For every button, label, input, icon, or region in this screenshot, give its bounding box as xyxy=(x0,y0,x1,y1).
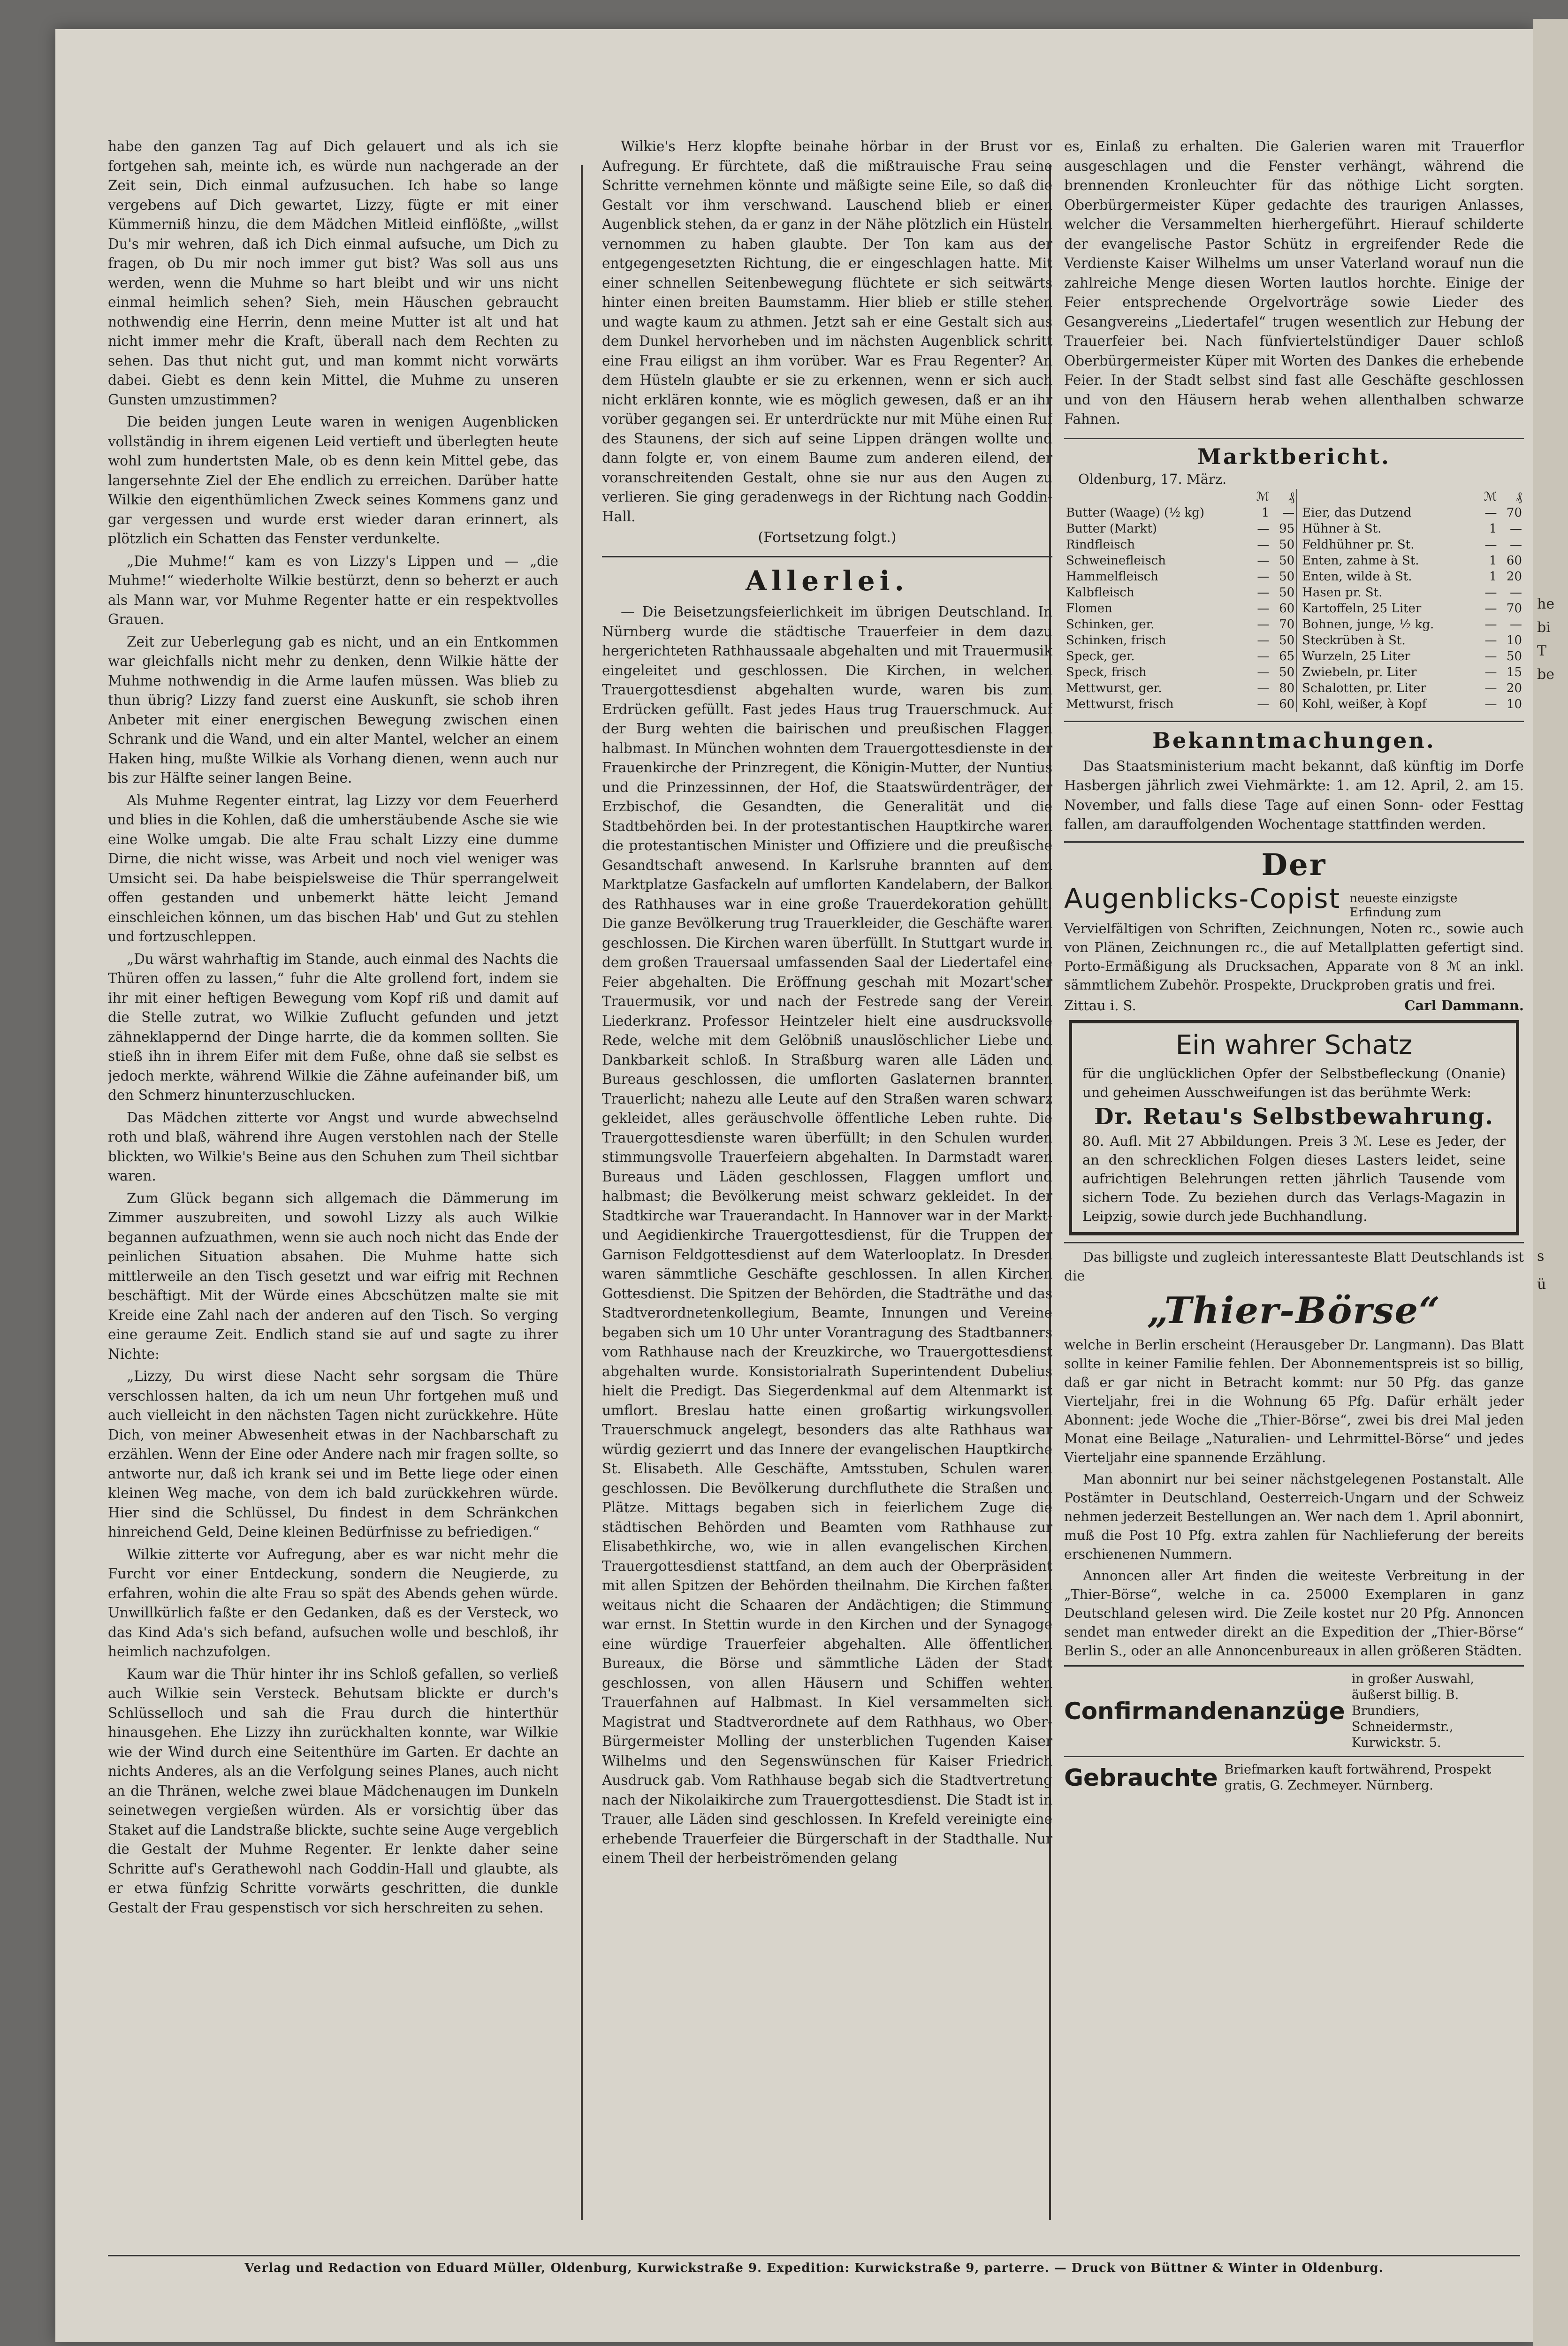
boerse-text2: Man abonnirt nur bei seiner nächstgelegenen Postanstalt. Alle Postämter in Deutschland, Oesterreich-Ungarn und der Schweiz nehmen jederzeit Bestellungen an. Wer nach dem 1. April abonnirt, muß die Post 10 Pfg. extra zahlen für Nachlieferung der bereits erschienenen Nummern. xyxy=(1064,1471,1524,1562)
market-cell: Hühner à St. xyxy=(1302,521,1382,536)
market-cell: Hammelfleisch xyxy=(1066,569,1158,584)
story-paragraph: Das Mädchen zitterte vor Angst und wurde abwechselnd roth und blaß, während ihre Augen verstohlen nach der Stelle blickten, wo Wilkie's Beine aus den Schuhen zum Theil sichtbar waren. xyxy=(108,1109,558,1184)
market-report-date: Oldenburg, 17. März. xyxy=(1078,471,1227,487)
stamps-ad xyxy=(1064,1756,1524,1794)
edge-fragment: ü xyxy=(1537,1276,1546,1293)
market-cell: Speck, ger. xyxy=(1066,649,1135,663)
story-paragraph: „Du wärst wahrhaftig im Stande, auch einmal des Nachts die Thüren offen zu lassen,“ fuhr die Alte grollend fort, indem sie ihr mit einer heftigen Bewegung vom Kopf riß und damit auf die Stelle zutrat, wo Wilkie Zuflucht gefunden und jetzt zähneklappernd der Dinge harrte, die da kommen sollten. Sie stieß ihn in ihrem Eifer mit dem Fuße, ohne daß sie selbst es jedoch merkte, während Wilkie die Zähne aufeinander biß, um den Schmerz hinunterzuschlucken. xyxy=(108,951,558,1103)
copist-place: Zittau i. S. xyxy=(1064,998,1136,1013)
story-column xyxy=(108,137,558,2248)
edge-fragment: he xyxy=(1537,596,1555,612)
market-cell: 50 xyxy=(1279,537,1295,552)
schatz-line2: 80. Aufl. Mit 27 Abbildungen. Preis 3 ℳ. Lese es Jeder, der an den schrecklichen Folgen dieses Lasters leidet, seine aufrichtigen Belehrungen retten jährlich Tausende vom sichern Tode. Zu beziehen durch das Verlags-Magazin in Leipzig, sowie durch jede Buchhandlung. xyxy=(1082,1133,1506,1224)
schatz-title: Ein wahrer Schatz xyxy=(1175,1030,1413,1060)
market-row xyxy=(1064,569,1524,585)
story-paragraph: Zum Glück begann sich allgemach die Dämmerung im Zimmer auszubreiten, und sowohl Lizzy als auch Wilkie begannen aufzuathmen, wenn sie auch noch nicht das Ende der peinlichen Situation absahen. Die Muhme hatte sich mittlerweile an den Tisch gesetzt und war eifrig mit Rechnen beschäftigt. Mit der Würde eines Abcschützen malte sie mit Kreide eine Zahl nach der anderen auf den Tisch. So verging eine geraume Zeit. Endlich stand sie auf und sagte zu ihrer Nichte: xyxy=(108,1190,558,1362)
market-cell: 60 xyxy=(1279,697,1295,711)
copist-der: Der xyxy=(1261,847,1327,883)
market-cell: 50 xyxy=(1279,633,1295,647)
market-cell: Schweinefleisch xyxy=(1066,553,1166,568)
market-cell: Schinken, frisch xyxy=(1066,633,1166,647)
story-paragraph: Als Muhme Regenter eintrat, lag Lizzy vor dem Feuerherd und blies in die Kohlen, daß die umherstäubende Asche sie wie eine Wolke umgab. Die alte Frau schalt Lizzy eine dumme Dirne, die nicht wisse, was Arbeit und noch viel weniger was Umsicht sei. Da habe beispielsweise die Thür sperrangelweit offen gestanden und unbemerkt hätte leicht Jemand einschleichen können, um das bischen Hab' und Gut zu stehlen und fortzuschleppen. xyxy=(108,792,558,944)
mark-unit: ℳ xyxy=(1484,489,1497,504)
market-cell: — xyxy=(1282,505,1295,520)
market-row xyxy=(1064,664,1524,680)
announcement-text: Das Staatsministerium macht bekannt, daß künftig im Dorfe Hasbergen jährlich zwei Viehmärkte: 1. am 12. April, 2. am 15. November, und falls diese Tage auf einen Sonn- oder Festtag fallen, am darauffolgenden Wochentage stattfinden werden. xyxy=(1064,758,1524,832)
market-row xyxy=(1064,617,1524,632)
market-cell: Kohl, weißer, à Kopf xyxy=(1302,697,1427,711)
market-cell: Butter (Markt) xyxy=(1066,521,1157,536)
market-cell: Feldhühner pr. St. xyxy=(1302,537,1415,552)
schatz-ad xyxy=(1069,1020,1519,1235)
market-cell: 70 xyxy=(1279,617,1295,632)
market-cell: 20 xyxy=(1506,569,1522,584)
market-row xyxy=(1064,696,1524,712)
market-cell: — xyxy=(1257,569,1270,584)
story-paragraph: Wilkie's Herz klopfte beinahe hörbar in der Brust vor Aufregung. Er fürchtete, daß die mißtrauische Frau seine Schritte vernehmen könnte und mäßigte seine Eile, so daß die Gestalt vor ihm verschwand. Lauschend blieb er einen Augenblick stehen, da er ganz in der Nähe plötzlich ein Hüsteln vernommen zu haben glaubte. Der Ton kam aus der entgegengesetzten Richtung, die er eingeschlagen hatte. Mit einer schnellen Seitenbewegung flüchtete er sich seitwärts hinter einen breiten Baumstamm. Hier blieb er stille stehen und wagte kaum zu athmen. Jetzt sah er eine Gestalt sich aus dem Dunkel hervorheben und im nächsten Augenblick schritt eine Frau eiligst an ihm vorüber. War es Frau Regenter? An dem Hüsteln glaubte er sie zu erkennen, wenn er sich auch nicht erklären konnte, wie es möglich gewesen, daß er an ihr vorüber gegangen sei. Er unterdrückte nur mit Mühe einen Ruf des Staunens, der sich auf seine Lippen drängen wollte und dann folgte er, von einem Baume zum anderen eilend, der voranschreitenden Gestalt, ohne sie nur aus den Augen zu verlieren. Sie ging geradenwegs in der Richtung nach Goddin-Hall. xyxy=(602,138,1052,525)
market-row xyxy=(1064,632,1524,648)
copist-name: Carl Dammann. xyxy=(1404,998,1524,1013)
story-paragraph: Die beiden jungen Leute waren in wenigen Augenblicken vollständig in ihrem eigenen Leid vertieft und überlegten heute wohl zum hundertsten Male, ob es denn kein Mittel gebe, das langersehnte Ziel der Ehe endlich zu erreichen. Darüber hatte Wilkie den eigenthümlichen Zweck seines Kommens ganz und gar vergessen und wurde erst wieder daran erinnert, als plötzlich ein Schatten das Fenster verdunkelte. xyxy=(108,414,558,547)
market-cell: 70 xyxy=(1506,601,1522,616)
market-cell: 10 xyxy=(1506,633,1522,647)
announcements-title: Bekanntmachungen. xyxy=(1064,721,1524,753)
market-cell: Butter (Waage) (½ kg) xyxy=(1066,505,1205,520)
market-cell: 70 xyxy=(1506,505,1522,520)
edge-fragment: be xyxy=(1537,666,1554,683)
market-cell: — xyxy=(1484,505,1497,520)
market-cell: — xyxy=(1510,585,1522,600)
schatz-line1: für die unglücklichen Opfer der Selbstbefleckung (Onanie) und geheimen Ausschweifungen ist das berühmte Werk: xyxy=(1082,1066,1506,1100)
market-cell: 1 xyxy=(1489,553,1497,568)
market-cell: — xyxy=(1257,697,1270,711)
market-cell: Kartoffeln, 25 Liter xyxy=(1302,601,1422,616)
market-cell: 20 xyxy=(1506,681,1522,695)
market-cell: — xyxy=(1484,649,1497,663)
boerse-lead: Das billigste und zugleich interessanteste Blatt Deutschlands ist die xyxy=(1064,1249,1524,1284)
market-cell: 60 xyxy=(1506,553,1522,568)
copist-title: Augenblicks-Copist xyxy=(1064,882,1341,914)
newspaper-page xyxy=(55,29,1533,2342)
market-row xyxy=(1064,505,1524,521)
market-cell: 1 xyxy=(1489,521,1497,536)
market-cell: — xyxy=(1484,617,1497,632)
market-row xyxy=(1064,648,1524,664)
market-cell: Schalotten, pr. Liter xyxy=(1302,681,1426,695)
edge-fragment: s xyxy=(1537,1248,1545,1264)
market-cell: — xyxy=(1257,537,1270,552)
market-cell: Zwiebeln, pr. Liter xyxy=(1302,665,1417,679)
market-cell: Enten, zahme à St. xyxy=(1302,553,1419,568)
market-cell: Schinken, ger. xyxy=(1066,617,1155,632)
market-cell: 80 xyxy=(1279,681,1295,695)
pf-unit: ₰ xyxy=(1288,489,1295,504)
market-cell: Eier, das Dutzend xyxy=(1302,505,1412,520)
market-report-title: Marktbericht. xyxy=(1064,438,1524,469)
edge-fragment: T xyxy=(1537,643,1547,659)
market-cell: — xyxy=(1484,601,1497,616)
copist-text: Vervielfältigen von Schriften, Zeichnungen, Noten rc., sowie auch von Plänen, Zeichnungen rc., die auf Metallplatten gefertigt sind. Porto-Ermäßigung als Drucksachen, Apparate von 8 ℳ an inkl. sämmtlichem Zubehör. Prospekte, Druckproben gratis und frei. xyxy=(1064,921,1524,993)
story-paragraph: „Lizzy, Du wirst diese Nacht sehr sorgsam die Thüre verschlossen halten, da ich um neun Uhr fortgehen muß und auch vielleicht in den nächsten Tagen nicht zurückkehre. Hüte Dich, von meiner Abwesenheit etwas in der Nachbarschaft zu erzählen. Wenn der Eine oder Andere nach mir fragen sollte, so antworte nur, daß ich krank sei und im Bette liege oder einen kleinen Weg mache, von dem ich bald zurückkehren würde. Hier sind die Schlüssel, Du findest in dem Schränkchen hinreichend Geld, Deine kleinen Bedürfnisse zu befriedigen.“ xyxy=(108,1368,558,1540)
boerse-name: „Thier-Börse“ xyxy=(1147,1289,1441,1332)
ads-column xyxy=(1064,137,1524,2248)
news-paragraph: — Die Beisetzungsfeierlichkeit im übrigen Deutschland. In Nürnberg wurde die städtische Trauerfeier in dem dazu hergerichteten Rathhaussaale abgehalten und mit Trauermusik eingeleitet und geschlossen. Die Kirchen, in welchen Trauergottesdienst abgehalten wurde, waren bis zum Erdrücken gefüllt. Fast jedes Haus trug Trauerschmuck. Auf der Burg wehten die bairischen und preußischen Flaggen halbmast. In München wohnten dem Trauergottesdienste in der Frauenkirche der Prinzregent, die Königin-Mutter, der Nuntius und die Prinzessinnen, der Hof, die Staatswürdenträger, der Erzbischof, die Gesandten, die Generalität und die Stadtbehörden bei. In der protestantischen Hauptkirche waren die protestantischen Minister und Offiziere und die preußische Gesandtschaft anwesend. In Karlsruhe brannten auf dem Marktplatze Gasfackeln auf umflorten Kandelabern, der Balkon des Rathhauses war in eine große Trauerdekoration gehüllt. Die ganze Bevölkerung trug Trauerkleider, die Geschäfte waren geschlossen. Die Kirchen waren überfüllt. In Stuttgart wurde in dem großen Trauersaal umfassenden Saal der Liedertafel eine Feier abgehalten. Die Eröffnung geschah mit Mozart'scher Trauermusik, vor und nach der Festrede sang der Verein Liederkranz. Professor Heintzeler hielt eine ausdrucksvolle Rede, welche mit dem Gelöbniß unauslöschlicher Liebe und Dankbarkeit schloß. In Straßburg waren alle Läden und Bureaus geschlossen, die umflorten Gaslaternen brannten Trauerlicht; nahezu alle Leute auf den Straßen waren schwarz gekleidet, alles geräuschvolle öffentliche Leben ruhte. Die Trauergottesdienste waren überfüllt; in den Schulen wurden stimmungsvolle Trauerfeiern abgehalten. In Darmstadt waren Bureaus und Läden geschlossen, Flaggen umflort und halbmast; die Bevölkerung meist schwarz gekleidet. In der Stadtkirche war Trauerandacht. In Hannover war in der Markt- und Aegidienkirche Trauergottesdienst, für die Truppen der Garnison Feldgottesdienst auf dem Waterlooplatz. In Dresden waren sämmtliche Geschäfte geschlossen. In allen Kirchen Gottesdienst. Die Spitzen der Behörden, die Stadträthe und das Stadtverordnetenkollegium, Beamte, Innungen und Vereine begaben sich um 10 Uhr unter Vorantragung des Stadtbanners vom Rathhause nach der Kreuzkirche, wo Trauergottesdienst abgehalten wurde. Konsistorialrath Superintendent Dubelius hielt die Predigt. Das Siegerdenkmal auf dem Altenmarkt ist umflort. Breslau hatte einen großartig wirkungsvollen Trauerschmuck angelegt, besonders das alte Rathhaus war würdig gezierrt und das Innere der evangelischen Hauptkirche St. Elisabeth. Alle Geschäfte, Amtsstuben, Schulen waren geschlossen. Die Bevölkerung durchfluthete die Straßen und Plätze. Mittags begaben sich in feierlichem Zuge die städtischen Behörden und Beamten vom Rathhause zur Elisabethkirche, wo, wie in allen evangelischen Kirchen, Trauergottesdienst stattfand, an dem auch der Oberpräsident mit allen Spitzen der Behörden theilnahm. Die Kirchen faßten weitaus nicht die Schaaren der Andächtigen; die Stimmung war ernst. In Stettin wurde in den Kirchen und der Synagoge eine würdige Trauerfeier abgehalten. Alle öffentlichen Bureaux, die Börse und sämmtliche Läden der Stadt geschlossen, von allen Häusern und Schiffen wehten Trauerfahnen auf Halbmast. In Kiel versammelten sich Magistrat und Stadtverordnete auf dem Rathhaus, wo Ober-Bürgermeister Molling der unsterblichen Tugenden Kaiser Wilhelms und den Segenswünschen für Kaiser Friedrich Ausdruck gab. Vom Rathhause begab sich die Stadtvertretung nach der Nikolaikirche zum Trauergottesdienst. Die Stadt ist in Trauer, alle Läden sind geschlossen. In Krefeld vereinigte eine erhebende Trauerfeier die Bürgerschaft in der Stadthalle. Nur einem Theil der herbeiströmenden gelang xyxy=(602,604,1052,1866)
market-cell: 1 xyxy=(1261,505,1270,520)
market-cell: Mettwurst, ger. xyxy=(1066,681,1162,695)
market-cell: — xyxy=(1484,665,1497,679)
market-cell: Hasen pr. St. xyxy=(1302,585,1383,600)
market-cell: 50 xyxy=(1506,649,1522,663)
gebraucht-title: Gebrauchte xyxy=(1064,1764,1218,1791)
market-cell: Mettwurst, frisch xyxy=(1066,697,1174,711)
market-cell: — xyxy=(1257,649,1270,663)
market-cell: — xyxy=(1484,681,1497,695)
boerse-text: welche in Berlin erscheint (Herausgeber Dr. Langmann). Das Blatt sollte in keiner Familie fehlen. Der Abonnementspreis ist so billig, daß er gar nicht in Betracht kommt: nur 50 Pfg. das ganze Vierteljahr, frei in die Wohnung 65 Pfg. Dafür erhält jeder Abonnent: jede Woche die „Thier-Börse“, zwei bis drei Mal jeden Monat eine Beilage „Naturalien- und Lehrmittel-Börse“ und jedes Vierteljahr eine spannende Erzählung. xyxy=(1064,1337,1524,1465)
story-paragraph: Kaum war die Thür hinter ihr ins Schloß gefallen, so verließ auch Wilkie sein Versteck. Behutsam blickte er durch's Schlüsselloch und sah die Frau durch die hinterthür hinausgehen. Ehe Lizzy ihn zurückhalten konnte, war Wilkie wie der Wind durch eine Seitenthüre im Garten. Er dachte an nichts Anderes, als an die Verfolgung seines Planes, auch nicht an die Thränen, welche zwei blaue Mädchenaugen im Dunkeln seinetwegen vergießen würden. Als er vorsichtig über das Staket auf die Landstraße blickte, suchte seine Auge vergeblich die Gestalt der Muhme Regenter. Er lenkte daher seine Schritte auf's Gerathewohl nach Goddin-Hall und glaubte, als er etwa fünfzig Schritte vorwärts geschritten, die dunkle Gestalt der Frau gespenstisch vor sich herschreiten zu sehen. xyxy=(108,1666,558,1916)
publisher-imprint: Verlag und Redaction von Eduard Müller, Oldenburg, Kurwickstraße 9. Expedition: Kurwickstraße 9, parterre. — Druck von Büttner & Winter in Oldenburg. xyxy=(108,2255,1520,2275)
market-cell: Kalbfleisch xyxy=(1066,585,1134,600)
market-cell: — xyxy=(1484,537,1497,552)
market-cell: Enten, wilde à St. xyxy=(1302,569,1412,584)
market-row xyxy=(1064,680,1524,696)
market-cell: Wurzeln, 25 Liter xyxy=(1302,649,1410,663)
market-cell: — xyxy=(1257,553,1270,568)
market-price-table xyxy=(1064,489,1524,712)
market-row xyxy=(1064,585,1524,601)
market-row xyxy=(1064,537,1524,553)
story-paragraph: Wilkie zitterte vor Aufregung, aber es war nicht mehr die Furcht vor einer Entdeckung, sondern die Neugierde, zu erfahren, wohin die alte Frau so spät des Abends gehen würde. Unwillkürlich faßte er den Gedanken, daß es der Versteck, wo das Kind Ada's sich befand, aufsuchen wolle und beschloß, ihr heimlich nachzufolgen. xyxy=(108,1546,558,1660)
market-cell: — xyxy=(1257,681,1270,695)
pf-unit: ₰ xyxy=(1516,489,1522,504)
market-cell: 10 xyxy=(1506,697,1522,711)
story-paragraph: habe den ganzen Tag auf Dich gelauert und als ich sie fortgehen sah, meinte ich, es würde nun nachgerade an der Zeit sein, Dich einmal aufzusuchen. Ich habe so lange vergebens auf Dich gewartet, Lizzy, fügte er mit einer Kümmerniß hinzu, die dem Mädchen Mitleid einflößte, „willst Du's mir wehren, daß ich Dich einmal aufsuche, um Dich zu fragen, ob Du mir noch immer gut bist? Was soll aus uns werden, wenn die Muhme so hart bleibt und wir uns nicht einmal heimlich sehen? Sieh, mein Häuschen gebraucht nothwendig eine Herrin, denn meine Mutter ist alt und hat nicht immer mehr die Kraft, überall nach dem Rechten zu sehen. Das thut nicht gut, und man kommt nicht vorwärts dabei. Giebt es denn kein Mittel, die Muhme zu unseren Gunsten umzustimmen? xyxy=(108,138,558,408)
story-paragraph: Zeit zur Ueberlegung gab es nicht, und an ein Entkommen war gleichfalls nicht mehr zu denken, denn Wilkie hätte der Muhme nothwendig in die Arme laufen müssen. Was blieb zu thun übrig? Lizzy fand zuerst eine Auskunft, sie schob ihren Anbeter mit einer energischen Bewegung zwischen einen Schrank und die Wand, und ein alter Mantel, welcher an einem Haken hing, mußte Wilkie als Vorhang dienen, wenn auch nur bis zur Hälfte seiner langen Beine. xyxy=(108,633,558,786)
market-cell: — xyxy=(1257,585,1270,600)
market-cell: — xyxy=(1510,537,1522,552)
market-cell: 50 xyxy=(1279,569,1295,584)
market-cell: — xyxy=(1257,521,1270,536)
copist-ad xyxy=(1064,841,1524,1014)
section-title-allerlei: Allerlei. xyxy=(602,556,1052,597)
gebraucht-text: Briefmarken kauft fortwährend, Prospekt gratis, G. Zechmeyer. Nürnberg. xyxy=(1224,1762,1492,1793)
market-cell: — xyxy=(1257,633,1270,647)
market-cell: 95 xyxy=(1279,521,1295,536)
market-cell: Rindfleisch xyxy=(1066,537,1135,552)
market-cell: 50 xyxy=(1279,585,1295,600)
market-cell: 65 xyxy=(1279,649,1295,663)
market-cell: — xyxy=(1484,585,1497,600)
mark-unit: ℳ xyxy=(1256,489,1270,504)
continued-note: (Fortsetzung folgt.) xyxy=(758,529,897,546)
column-rule xyxy=(581,165,583,2220)
market-cell: 15 xyxy=(1506,665,1522,679)
story-paragraph: „Die Muhme!“ kam es von Lizzy's Lippen und — „die Muhme!“ wiederholte Wilkie bestürzt, denn so beherzt er auch als Mann war, vor Muhme Regenter hatte er ein respektvolles Grauen. xyxy=(108,553,558,627)
confirmation-suits-ad xyxy=(1064,1665,1524,1751)
market-cell: 50 xyxy=(1279,553,1295,568)
market-cell: — xyxy=(1510,617,1522,632)
market-cell: 60 xyxy=(1279,601,1295,616)
market-cell: Steckrüben à St. xyxy=(1302,633,1406,647)
market-cell: — xyxy=(1484,697,1497,711)
news-continuation: es, Einlaß zu erhalten. Die Galerien waren mit Trauerflor ausgeschlagen und die Fenster verhängt, während die brennenden Kronleuchter für das nöthige Licht sorgten. Oberbürgermeister Küper gedachte des traurigen Anlasses, welcher die Versammelten hierhergeführt. Hierauf schilderte der evangelische Pastor Schütz in ergreifender Rede die Verdienste Kaiser Wilhelms um unser Vaterland worauf nun die zahlreiche Menge diesen Worten lautlos horchte. Einige der Feier entsprechende Orgelvorträge sowie Lieder des Gesangvereins „Liedertafel“ trugen wesentlich zur Hebung der Trauerfeier bei. Nach fünfviertelstündiger Dauer schloß Oberbürgermeister Küper mit Worten des Dankes die erhebende Feier. In der Stadt selbst sind fast alle Geschäfte geschlossen und von den Häusern herab wehen allenthalben schwarze Fahnen. xyxy=(1064,138,1524,427)
boerse-text3: Annoncen aller Art finden die weiteste Verbreitung in der „Thier-Börse“, welche in ca. 25000 Exemplaren in ganz Deutschland gelesen wird. Die Zeile kostet nur 20 Pfg. Annoncen sendet man entweder direkt an die Expedition der „Thier-Börse“ Berlin S., oder an alle Annoncenbureaux in allen größeren Städten. xyxy=(1064,1568,1524,1659)
market-cell: — xyxy=(1484,633,1497,647)
market-cell: Speck, frisch xyxy=(1066,665,1147,679)
market-row xyxy=(1064,553,1524,569)
confirm-title: Confirmandenanzüge xyxy=(1064,1698,1345,1725)
edge-fragment: bi xyxy=(1537,619,1551,636)
market-cell: — xyxy=(1257,601,1270,616)
market-cell: Flomen xyxy=(1066,601,1112,616)
market-cell: 1 xyxy=(1489,569,1497,584)
market-cell: — xyxy=(1257,617,1270,632)
market-cell: 50 xyxy=(1279,665,1295,679)
market-cell: Bohnen, junge, ½ kg. xyxy=(1302,617,1434,632)
market-cell: — xyxy=(1510,521,1522,536)
adjacent-page-edge xyxy=(1533,19,1568,2346)
middle-column xyxy=(602,137,1052,2248)
confirm-text: in großer Auswahl, äußerst billig. B. Brundiers, Schneidermstr., Kurwickstr. 5. xyxy=(1351,1672,1474,1750)
market-cell: — xyxy=(1257,665,1270,679)
copist-aside: neueste einzigste Erfindung zum xyxy=(1349,891,1458,920)
market-row xyxy=(1064,601,1524,617)
schatz-book: Dr. Retau's Selbstbewahrung. xyxy=(1094,1104,1494,1130)
thierboerse-ad xyxy=(1064,1242,1524,1660)
market-row xyxy=(1064,521,1524,537)
